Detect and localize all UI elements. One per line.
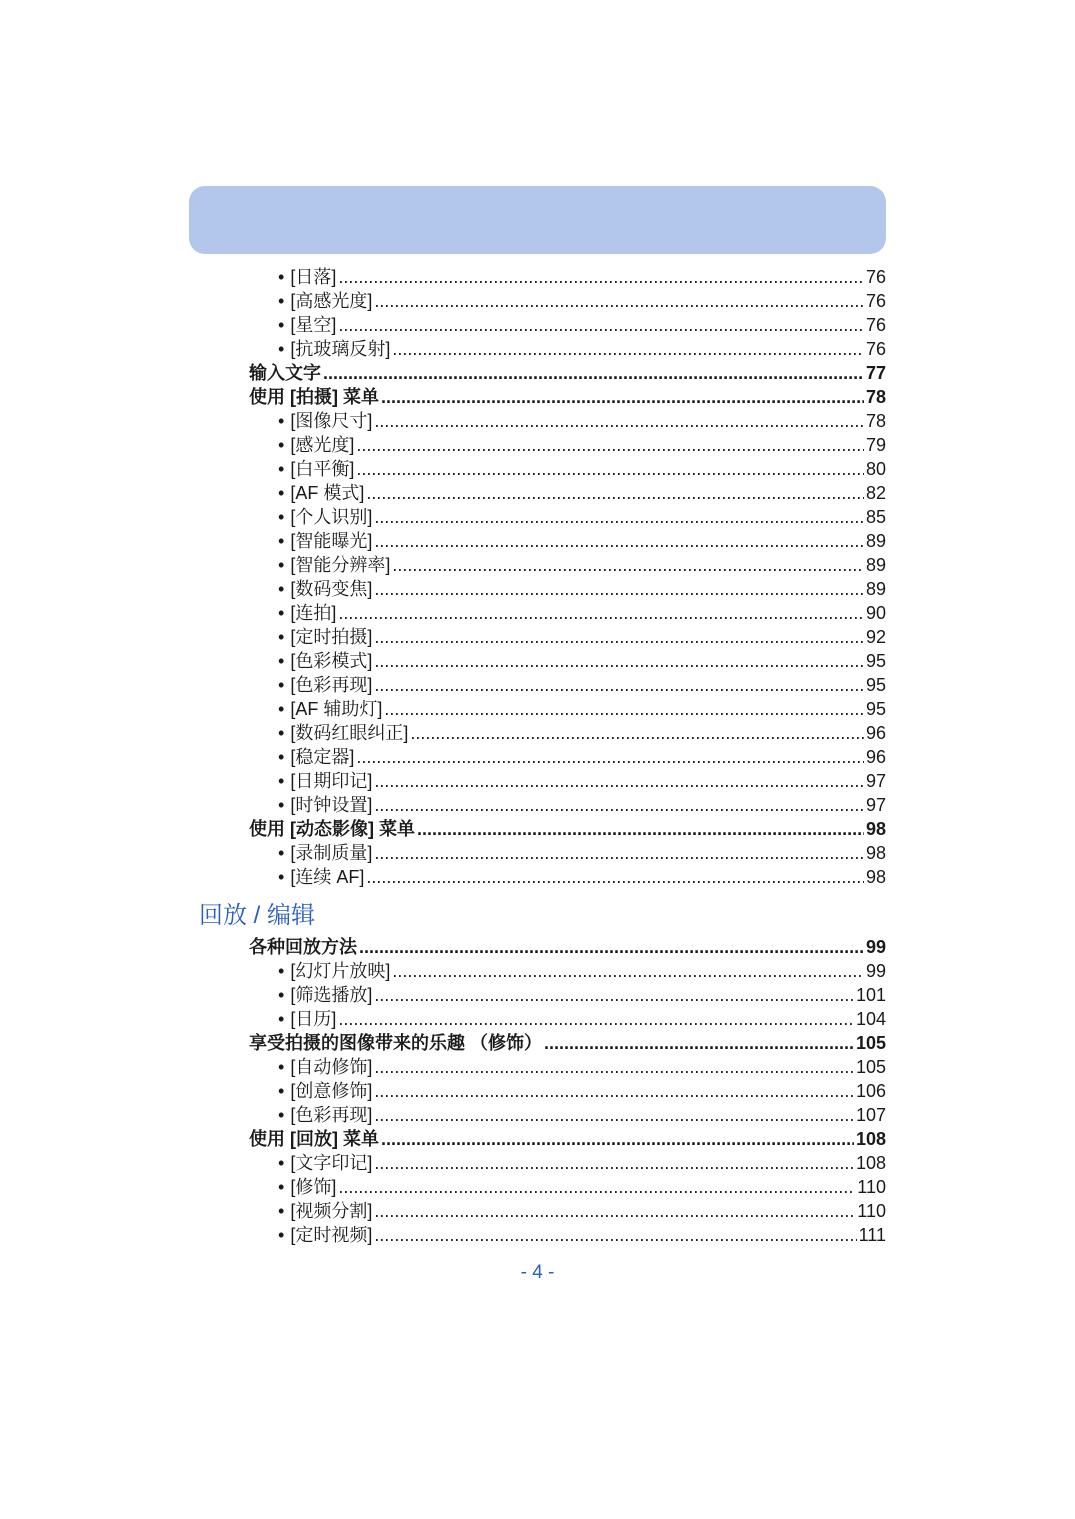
bullet-icon: • [278, 961, 285, 981]
toc-entry-label: [连拍] [290, 603, 337, 623]
toc-entry-page: 104 [855, 1009, 886, 1029]
bullet-icon: • [278, 675, 285, 695]
section-heading: 回放 / 编辑 [199, 902, 316, 929]
dot-leader [392, 337, 864, 361]
bullet-icon: • [278, 435, 285, 455]
toc-entry-label: [AF 模式] [290, 483, 365, 503]
toc-main-entry[interactable] [249, 935, 886, 959]
dot-leader [384, 697, 864, 721]
toc-entry-page: 78 [865, 411, 886, 431]
toc-entry-label: [数码红眼纠正] [290, 723, 409, 743]
toc-sub-entry[interactable] [249, 1199, 886, 1223]
toc-entry-page: 101 [855, 985, 886, 1005]
dot-leader [392, 553, 864, 577]
toc-entry-page: 79 [865, 435, 886, 455]
dot-leader [374, 1079, 854, 1103]
toc-entry-label: [幻灯片放映] [290, 961, 391, 981]
bullet-icon: • [278, 1057, 285, 1077]
bullet-icon: • [278, 483, 285, 503]
toc-sub-entry[interactable] [249, 505, 886, 529]
dot-leader [338, 1175, 855, 1199]
toc-entry-page: 92 [865, 627, 886, 647]
toc-entry-page: 97 [865, 795, 886, 815]
bullet-icon: • [278, 1177, 285, 1197]
dot-leader [374, 769, 864, 793]
bullet-icon: • [278, 723, 285, 743]
toc-entry-label: [色彩模式] [290, 651, 373, 671]
toc-entry-page: 82 [865, 483, 886, 503]
bullet-icon: • [278, 459, 285, 479]
toc-entry-page: 89 [865, 555, 886, 575]
toc-entry-label: 享受拍摄的图像带来的乐趣 （修饰） [249, 1033, 542, 1053]
toc-entry-label: [星空] [290, 315, 337, 335]
bullet-icon: • [278, 843, 285, 863]
bullet-icon: • [278, 747, 285, 767]
dot-leader [359, 935, 864, 959]
toc-entry-label: [稳定器] [290, 747, 355, 767]
bullet-icon: • [278, 627, 285, 647]
dot-leader [338, 1007, 854, 1031]
bullet-icon: • [278, 699, 285, 719]
toc-entry-page: 76 [865, 267, 886, 287]
toc-entry-label: 输入文字 [249, 363, 321, 383]
dot-leader [356, 433, 864, 457]
toc-sub-entry[interactable] [249, 409, 886, 433]
toc-sub-entry[interactable] [249, 1055, 886, 1079]
toc-entry-page: 111 [858, 1225, 886, 1245]
toc-list-bottom [249, 935, 886, 1247]
toc-sub-entry[interactable] [249, 959, 886, 983]
toc-sub-entry[interactable] [249, 1103, 886, 1127]
toc-sub-entry[interactable] [249, 577, 886, 601]
toc-main-entry[interactable] [249, 817, 886, 841]
toc-entry-page: 89 [865, 579, 886, 599]
dot-leader [374, 1103, 854, 1127]
toc-sub-entry[interactable] [249, 1223, 886, 1247]
dot-leader [374, 577, 864, 601]
dot-leader [374, 649, 864, 673]
page-number: - 4 - [520, 1262, 555, 1283]
toc-sub-entry[interactable] [249, 793, 886, 817]
toc-main-entry[interactable] [249, 385, 886, 409]
toc-sub-entry[interactable] [249, 1175, 886, 1199]
toc-entry-page: 80 [865, 459, 886, 479]
toc-entry-page: 110 [857, 1177, 886, 1197]
toc-entry-page: 105 [855, 1033, 886, 1053]
dot-leader [544, 1031, 854, 1055]
toc-entry-label: [筛选播放] [290, 985, 373, 1005]
toc-entry-page: 85 [865, 507, 886, 527]
toc-entry-label: [录制质量] [290, 843, 373, 863]
bullet-icon: • [278, 1105, 285, 1125]
toc-entry-label: 使用 [动态影像] 菜单 [249, 819, 415, 839]
toc-entry-page: 105 [855, 1057, 886, 1077]
toc-entry-label: [色彩再现] [290, 675, 373, 695]
toc-sub-entry[interactable] [249, 673, 886, 697]
bullet-icon: • [278, 579, 285, 599]
toc-entry-page: 98 [865, 819, 886, 839]
toc-sub-entry[interactable] [249, 745, 886, 769]
bullet-icon: • [278, 1153, 285, 1173]
toc-entry-label: [智能分辨率] [290, 555, 391, 575]
toc-entry-page: 106 [855, 1081, 886, 1101]
toc-sub-entry[interactable] [249, 289, 886, 313]
toc-sub-entry[interactable] [249, 337, 886, 361]
toc-entry-label: 使用 [回放] 菜单 [249, 1129, 379, 1149]
dot-leader [338, 313, 864, 337]
toc-sub-entry[interactable] [249, 625, 886, 649]
toc-entry-page: 110 [857, 1201, 886, 1221]
toc-entry-page: 99 [865, 937, 886, 957]
header-band [189, 186, 886, 254]
toc-entry-page: 89 [865, 531, 886, 551]
toc-sub-entry[interactable] [249, 841, 886, 865]
toc-entry-page: 108 [855, 1129, 886, 1149]
dot-leader [374, 529, 864, 553]
bullet-icon: • [278, 1225, 285, 1245]
dot-leader [374, 841, 864, 865]
bullet-icon: • [278, 603, 285, 623]
toc-sub-entry[interactable] [249, 313, 886, 337]
toc-entry-page: 96 [865, 723, 886, 743]
dot-leader [381, 385, 864, 409]
bullet-icon: • [278, 1081, 285, 1101]
toc-sub-entry[interactable] [249, 1007, 886, 1031]
bullet-icon: • [278, 555, 285, 575]
toc-entry-page: 97 [865, 771, 886, 791]
toc-entry-label: 各种回放方法 [249, 937, 357, 957]
toc-entry-page: 76 [865, 291, 886, 311]
bullet-icon: • [278, 1009, 285, 1029]
bullet-icon: • [278, 507, 285, 527]
dot-leader [356, 745, 864, 769]
dot-leader [366, 481, 864, 505]
dot-leader [374, 625, 864, 649]
toc-entry-label: [自动修饰] [290, 1057, 373, 1077]
toc-entry-page: 95 [865, 699, 886, 719]
toc-main-entry[interactable] [249, 1127, 886, 1151]
toc-sub-entry[interactable] [249, 457, 886, 481]
toc-entry-label: [视频分割] [290, 1201, 373, 1221]
bullet-icon: • [278, 985, 285, 1005]
toc-entry-page: 107 [855, 1105, 886, 1125]
toc-entry-page: 90 [865, 603, 886, 623]
toc-entry-label: [高感光度] [290, 291, 373, 311]
toc-entry-label: [修饰] [290, 1177, 337, 1197]
dot-leader [374, 289, 864, 313]
toc-sub-entry[interactable] [249, 649, 886, 673]
bullet-icon: • [278, 315, 285, 335]
dot-leader [374, 793, 864, 817]
bullet-icon: • [278, 771, 285, 791]
dot-leader [356, 457, 864, 481]
toc-sub-entry[interactable] [249, 601, 886, 625]
toc-entry-label: [图像尺寸] [290, 411, 373, 431]
dot-leader [381, 1127, 854, 1151]
dot-leader [374, 1223, 856, 1247]
toc-sub-entry[interactable] [249, 1079, 886, 1103]
dot-leader [374, 1199, 855, 1223]
dot-leader [374, 409, 864, 433]
toc-entry-page: 78 [865, 387, 886, 407]
toc-entry-page: 98 [865, 843, 886, 863]
toc-sub-entry[interactable] [249, 265, 886, 289]
toc-sub-entry[interactable] [249, 481, 886, 505]
toc-entry-label: [抗玻璃反射] [290, 339, 391, 359]
toc-entry-label: [定时视频] [290, 1225, 373, 1245]
toc-entry-page: 76 [865, 315, 886, 335]
toc-main-entry[interactable] [249, 1031, 886, 1055]
dot-leader [374, 983, 854, 1007]
toc-entry-page: 99 [865, 961, 886, 981]
toc-entry-label: [创意修饰] [290, 1081, 373, 1101]
toc-entry-page: 108 [855, 1153, 886, 1173]
toc-entry-label: [感光度] [290, 435, 355, 455]
toc-entry-page: 95 [865, 675, 886, 695]
toc-entry-label: [智能曝光] [290, 531, 373, 551]
dot-leader [410, 721, 864, 745]
dot-leader [338, 601, 864, 625]
dot-leader [374, 1055, 854, 1079]
toc-entry-label: [AF 辅助灯] [290, 699, 383, 719]
toc-entry-page: 77 [865, 363, 886, 383]
bullet-icon: • [278, 339, 285, 359]
toc-sub-entry[interactable] [249, 865, 886, 889]
toc-sub-entry[interactable] [249, 983, 886, 1007]
toc-entry-label: [日期印记] [290, 771, 373, 791]
table-of-contents [199, 265, 886, 1247]
dot-leader [392, 959, 864, 983]
bullet-icon: • [278, 795, 285, 815]
toc-entry-page: 96 [865, 747, 886, 767]
toc-sub-entry[interactable] [249, 433, 886, 457]
toc-main-entry[interactable] [249, 361, 886, 385]
toc-list-top [249, 265, 886, 889]
toc-sub-entry[interactable] [249, 769, 886, 793]
toc-entry-label: [色彩再现] [290, 1105, 373, 1125]
toc-entry-label: [白平衡] [290, 459, 355, 479]
toc-entry-label: [文字印记] [290, 1153, 373, 1173]
toc-entry-page: 76 [865, 339, 886, 359]
toc-entry-label: [连续 AF] [290, 867, 365, 887]
bullet-icon: • [278, 267, 285, 287]
toc-sub-entry[interactable] [249, 529, 886, 553]
toc-sub-entry[interactable] [249, 1151, 886, 1175]
toc-entry-label: [个人识别] [290, 507, 373, 527]
dot-leader [366, 865, 864, 889]
dot-leader [374, 1151, 854, 1175]
dot-leader [374, 505, 864, 529]
toc-entry-label: [数码变焦] [290, 579, 373, 599]
dot-leader [417, 817, 864, 841]
toc-entry-page: 95 [865, 651, 886, 671]
toc-entry-label: [定时拍摄] [290, 627, 373, 647]
bullet-icon: • [278, 291, 285, 311]
bullet-icon: • [278, 651, 285, 671]
toc-sub-entry[interactable] [249, 721, 886, 745]
toc-sub-entry[interactable] [249, 697, 886, 721]
toc-entry-label: 使用 [拍摄] 菜单 [249, 387, 379, 407]
dot-leader [338, 265, 864, 289]
bullet-icon: • [278, 531, 285, 551]
toc-entry-label: [时钟设置] [290, 795, 373, 815]
toc-entry-label: [日历] [290, 1009, 337, 1029]
dot-leader [323, 361, 864, 385]
bullet-icon: • [278, 1201, 285, 1221]
bullet-icon: • [278, 867, 285, 887]
toc-sub-entry[interactable] [249, 553, 886, 577]
toc-entry-page: 98 [865, 867, 886, 887]
toc-entry-label: [日落] [290, 267, 337, 287]
dot-leader [374, 673, 864, 697]
bullet-icon: • [278, 411, 285, 431]
